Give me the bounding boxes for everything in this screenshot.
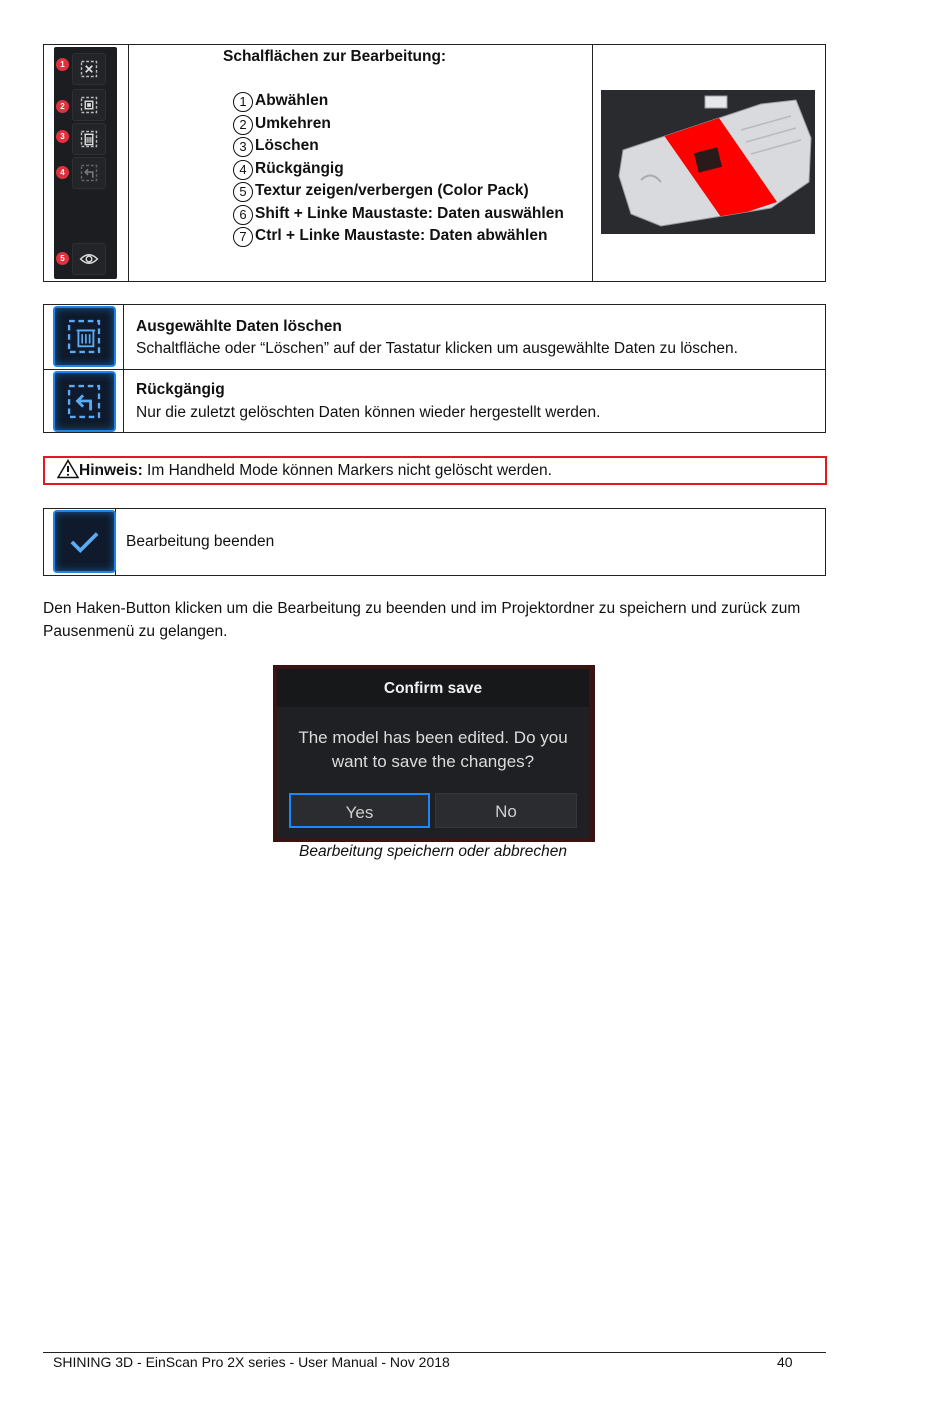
dialog-title: Confirm save	[277, 669, 589, 707]
undo-icon[interactable]	[53, 371, 116, 432]
edit-buttons-table	[43, 44, 826, 282]
badge-4: 4	[56, 166, 69, 179]
dialog-message	[277, 726, 589, 774]
note-text: Im Handheld Mode können Markers nicht gelöscht werden.	[142, 462, 552, 479]
item-label: Ctrl + Linke Maustaste: Daten abwählen	[255, 227, 548, 244]
invert-selection-icon[interactable]	[72, 89, 106, 121]
delete-selected-icon[interactable]	[53, 306, 116, 367]
figure-caption: Bearbeitung speichern oder abbrechen	[299, 843, 567, 860]
no-button[interactable]: No	[435, 793, 577, 828]
number-circle: 5	[233, 182, 253, 202]
number-circle: 4	[233, 160, 253, 180]
row-title: Rückgängig	[136, 381, 225, 398]
actions-table	[43, 304, 826, 433]
badge-5: 5	[56, 252, 69, 265]
number-circle: 1	[233, 92, 253, 112]
row-text: Schaltfläche oder “Löschen” auf der Tastatur klicken um ausgewählte Daten zu löschen.	[136, 340, 738, 357]
confirm-dialog	[277, 669, 589, 838]
item-label: Umkehren	[255, 114, 331, 132]
descriptions-cell	[129, 45, 593, 281]
list-item	[233, 113, 564, 136]
dialog-message-line: want to save the changes?	[331, 752, 535, 771]
item-label: Abwählen	[255, 92, 329, 109]
note-label: Hinweis:	[79, 462, 143, 479]
deselect-icon[interactable]	[72, 53, 106, 85]
warning-icon	[57, 459, 79, 479]
item-label: Textur zeigen/verbergen (Color Pack)	[255, 182, 529, 199]
checkmark-icon[interactable]	[53, 510, 116, 573]
badge-2: 2	[56, 100, 69, 113]
dialog-message-line: The model has been edited. Do you	[298, 728, 568, 747]
icon-cell	[44, 509, 116, 575]
row-text: Nur die zuletzt gelöschten Daten können wieder hergestellt werden.	[136, 404, 601, 421]
footer-text: SHINING 3D - EinScan Pro 2X series - User Manual - Nov 2018	[53, 1354, 450, 1370]
body-paragraph: Den Haken-Button klicken um die Bearbeitung zu beenden und im Projektordner zu speichern und zurück zum Pausenmenü zu gelangen.	[43, 600, 801, 640]
badge-1: 1	[56, 58, 69, 71]
undo-icon[interactable]	[72, 157, 106, 189]
list-item	[233, 90, 564, 113]
table-row	[44, 305, 825, 369]
number-circle: 6	[233, 205, 253, 225]
confirm-dialog-screenshot	[273, 665, 595, 842]
list-item	[233, 180, 564, 203]
badge-3: 3	[56, 130, 69, 143]
table-row	[44, 369, 825, 433]
item-label: Löschen	[255, 137, 319, 154]
number-circle: 2	[233, 115, 253, 135]
button-list	[233, 90, 564, 248]
number-circle: 7	[233, 227, 253, 247]
number-circle: 3	[233, 137, 253, 157]
toolbar-cell	[44, 45, 129, 281]
eye-icon[interactable]	[72, 243, 106, 275]
table-heading: Schalflächen zur Bearbeitung:	[223, 48, 447, 65]
list-item	[233, 158, 564, 181]
delete-icon[interactable]	[72, 123, 106, 155]
finish-table	[43, 508, 826, 576]
warning-note	[43, 456, 827, 485]
scan-selection-image	[601, 90, 815, 234]
finish-label: Bearbeitung beenden	[126, 533, 275, 550]
list-item	[233, 225, 564, 248]
item-label: Shift + Linke Maustaste: Daten auswählen	[255, 204, 564, 222]
icon-cell	[44, 370, 124, 433]
row-title: Ausgewählte Daten löschen	[136, 318, 342, 335]
list-item	[233, 135, 564, 158]
list-item	[233, 203, 564, 226]
icon-cell	[44, 305, 124, 369]
item-label: Rückgängig	[255, 159, 344, 177]
yes-button[interactable]: Yes	[289, 793, 430, 828]
footer-rule	[43, 1352, 826, 1353]
page-number: 40	[777, 1354, 793, 1370]
edit-toolbar	[54, 47, 117, 279]
